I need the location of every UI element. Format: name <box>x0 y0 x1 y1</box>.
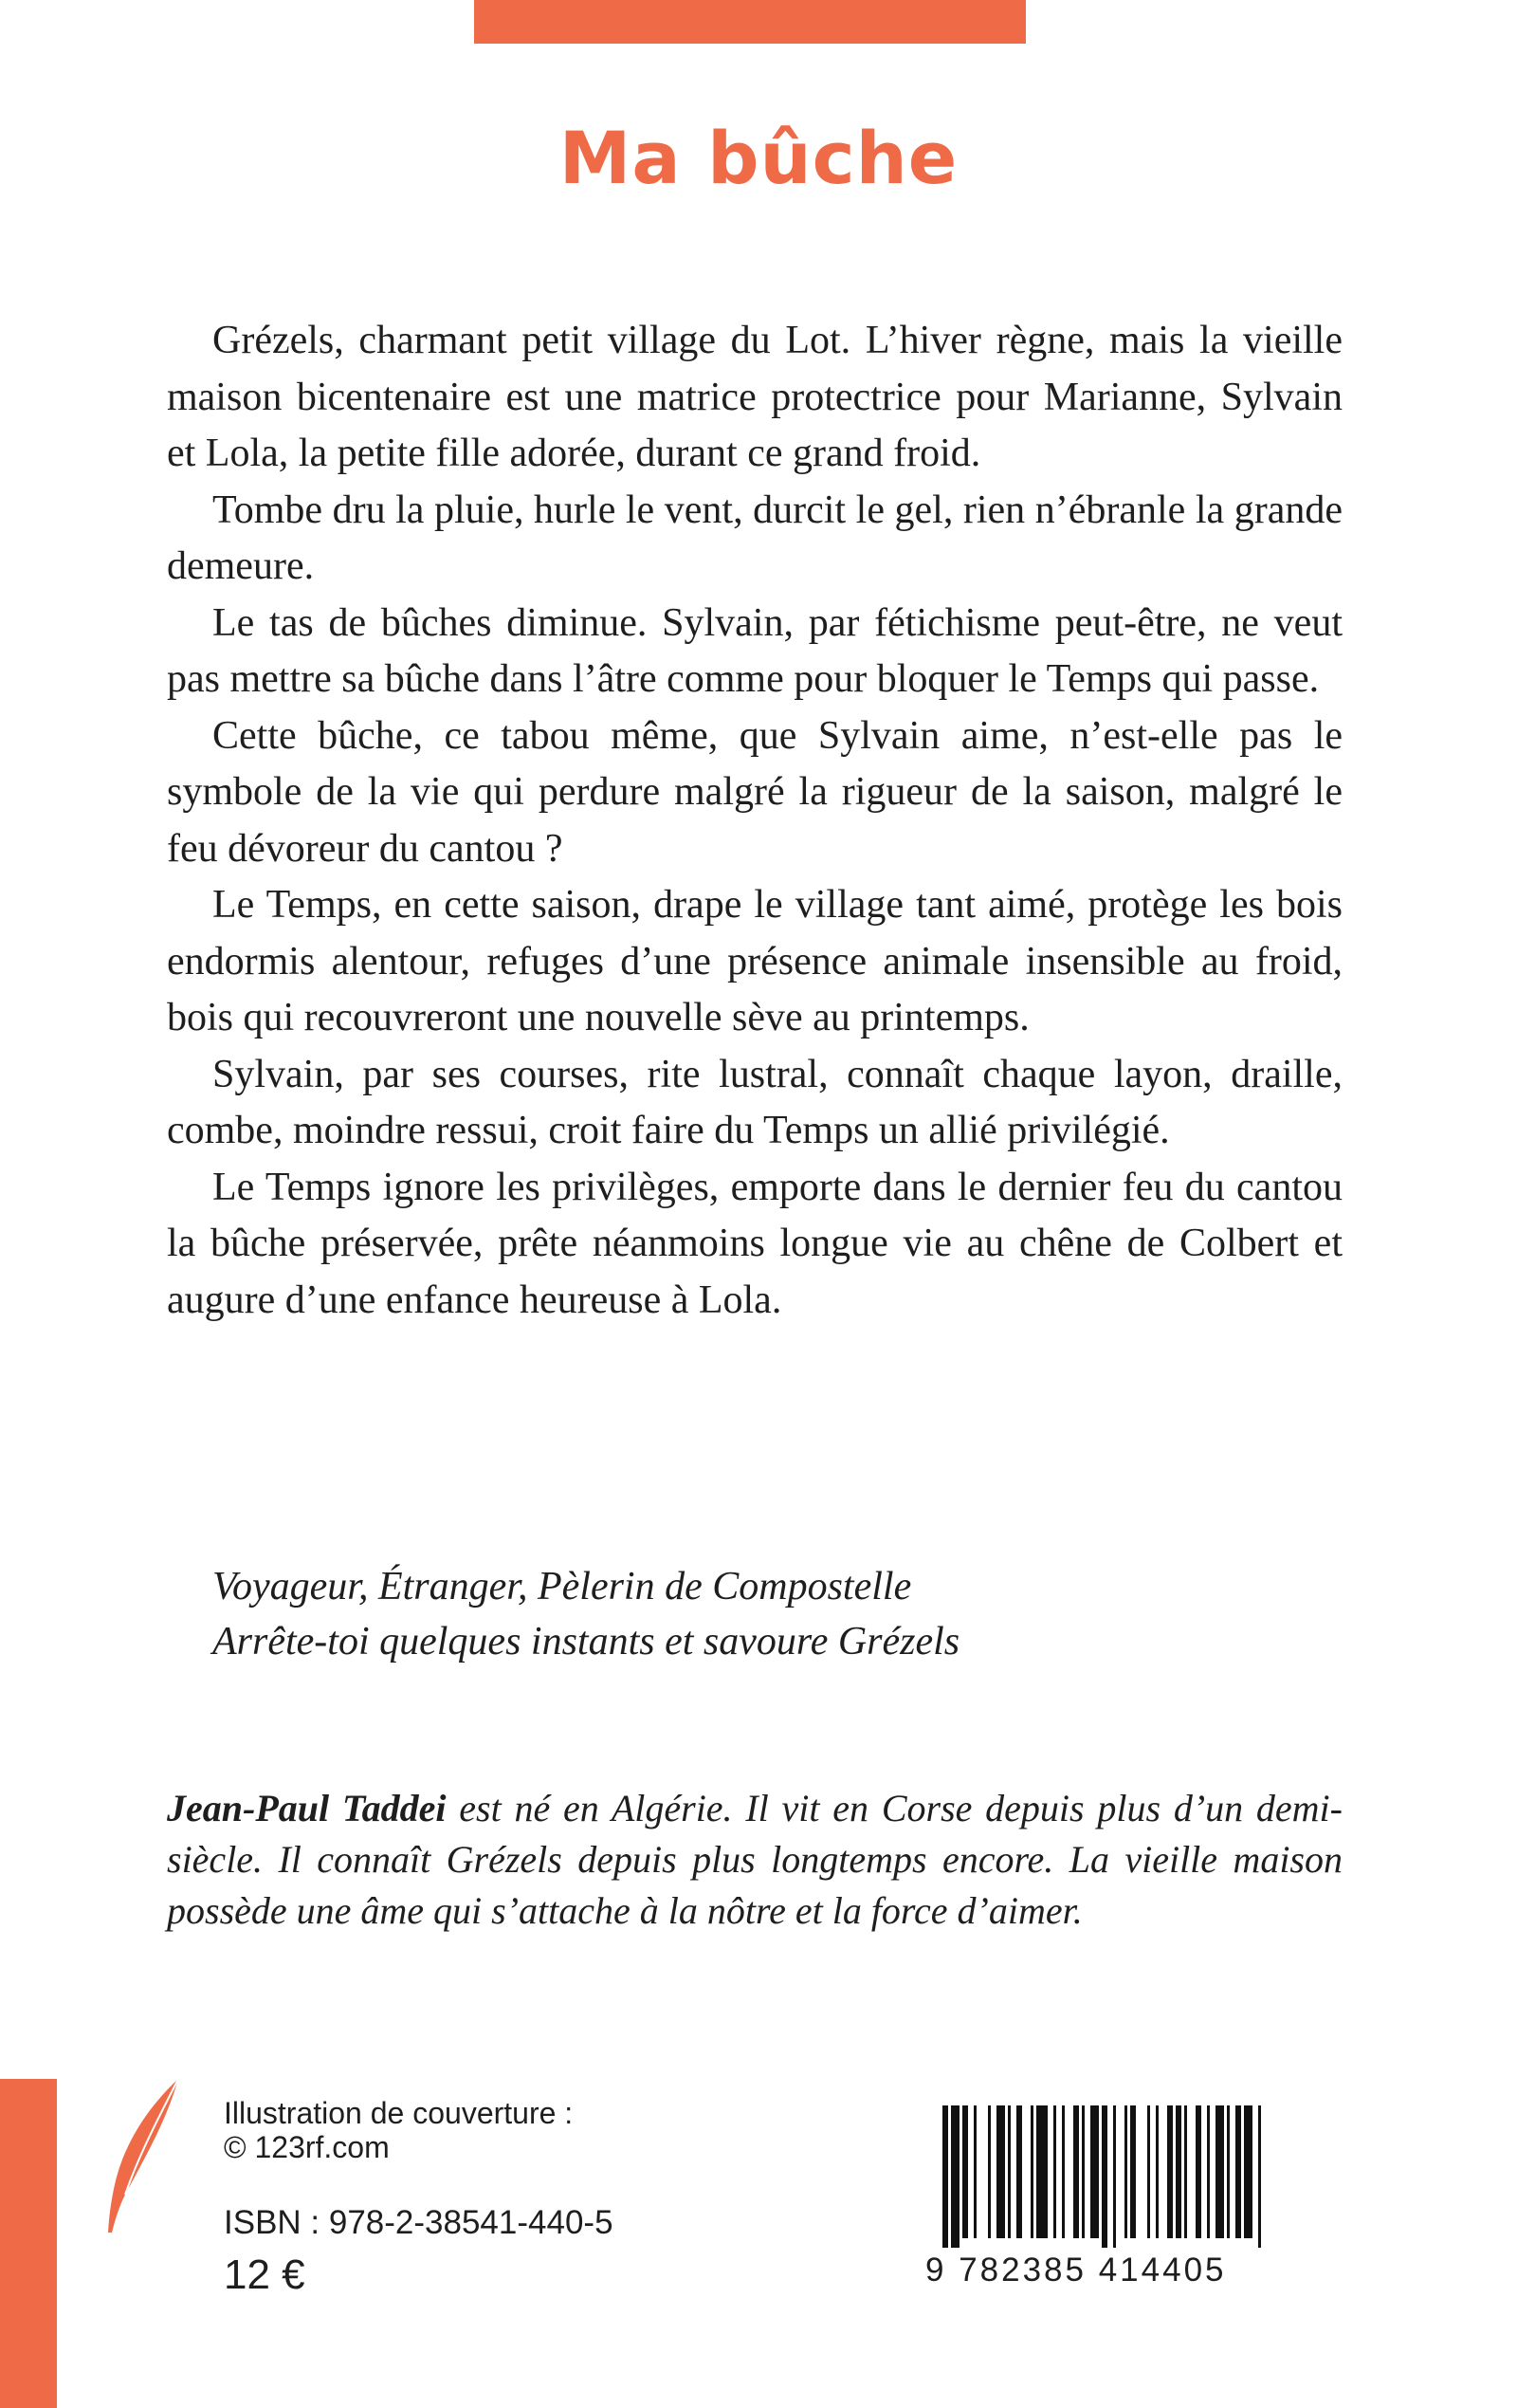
author-bio-text: est né en Algérie. Il vit en Corse depuis plus d’un demi-siècle. Il connaît Grézels depuis plus longtemps encore. La vieille maison possède une âme qui s’attache à la nôtre et la force d’aimer. <box>167 1787 1343 1932</box>
barcode-bar <box>1053 2105 1056 2238</box>
barcode-bar <box>1008 2105 1011 2238</box>
barcode-bar <box>1176 2105 1181 2238</box>
feather-quill-icon <box>95 2075 190 2236</box>
barcode-bar <box>1090 2105 1099 2238</box>
blurb-paragraph: Cette bûche, ce tabou même, que Sylvain aime, n’est-elle pas le symbole de la vie qui perdure malgré la rigueur de la saison, malgré le feu dévoreur du cantou ? <box>167 713 1343 871</box>
back-cover-blurb <box>167 313 1343 1329</box>
barcode-bar <box>1113 2105 1116 2248</box>
cover-credits <box>224 2096 573 2164</box>
barcode-bar <box>1082 2105 1085 2238</box>
barcode-bar <box>1184 2105 1187 2238</box>
barcode-bar <box>1124 2105 1127 2238</box>
barcode-digits: 9 782385 414405 <box>925 2252 1227 2289</box>
barcode-bar <box>1062 2105 1065 2238</box>
verse-line: Arrête-toi quelques instants et savoure Grézels <box>212 1620 960 1664</box>
barcode-bar <box>962 2105 968 2238</box>
blurb-paragraph: Sylvain, par ses courses, rite lustral, connaît chaque layon, draille, combe, moindre ressui, croit faire du Temps un allié privilégié. <box>167 1052 1343 1152</box>
blurb-paragraph: Grézels, charmant petit village du Lot. L’hiver règne, mais la vieille maison bicentenaire est une matrice protectrice pour Marianne, Sylvain et Lola, la petite fille adorée, durant ce grand froid. <box>167 319 1343 475</box>
blurb-paragraph: Tombe dru la pluie, hurle le vent, durcit le gel, rien n’ébranle la grande demeure. <box>167 487 1343 588</box>
verse-line: Voyageur, Étranger, Pèlerin de Compostelle <box>212 1565 912 1608</box>
barcode-bar <box>951 2105 960 2248</box>
author-name: Jean-Paul Taddei <box>167 1787 447 1829</box>
barcode-bar <box>1235 2105 1241 2238</box>
blurb-paragraph: Le Temps, en cette saison, drape le village tant aimé, protège les bois endormis alentour, refuges d’une présence animale insensible au froid, bois qui recouvreront une nouvelle sève au printemps. <box>167 883 1343 1039</box>
side-accent-bar <box>0 2079 57 2408</box>
barcode-bar <box>1073 2105 1079 2238</box>
barcode-bar <box>1147 2105 1150 2238</box>
barcode-bar <box>996 2105 1005 2238</box>
barcode-bar <box>1156 2105 1159 2238</box>
barcode-bar <box>1167 2105 1173 2238</box>
barcode-bar <box>1207 2105 1210 2238</box>
price: 12 € <box>224 2252 305 2298</box>
barcode-bar <box>1031 2105 1033 2238</box>
barcode-bar <box>988 2105 991 2238</box>
barcode-bar <box>1227 2105 1230 2238</box>
blurb-paragraph: Le tas de bûches diminue. Sylvain, par fétichisme peut-être, ne veut pas mettre sa bûche dans l’âtre comme pour bloquer le Temps qui passe. <box>167 600 1343 701</box>
blurb-paragraph: Le Temps ignore les privilèges, emporte dans le dernier feu du cantou la bûche préservée, prête néanmoins longue vie au chêne de Colbert et augure d’une enfance heureuse à Lola. <box>167 1165 1343 1322</box>
barcode-bar <box>1244 2105 1252 2238</box>
book-title: Ma bûche <box>558 116 959 200</box>
barcode-bar <box>1130 2105 1136 2238</box>
top-accent-bar <box>474 0 1026 44</box>
barcode-bar <box>1016 2105 1022 2238</box>
barcode-bar <box>1258 2105 1261 2248</box>
barcode-bar <box>1215 2105 1224 2238</box>
credits-line: © 123rf.com <box>224 2130 390 2164</box>
barcode-bar <box>974 2105 977 2238</box>
credits-line: Illustration de couverture : <box>224 2096 574 2130</box>
author-bio <box>167 1783 1343 1937</box>
isbn: ISBN : 978-2-38541-440-5 <box>224 2204 613 2241</box>
verse-quote <box>212 1559 1350 1669</box>
barcode-bar <box>1196 2105 1201 2238</box>
barcode-bar <box>1102 2105 1107 2248</box>
barcode-bar <box>1036 2105 1048 2238</box>
barcode-bar <box>942 2105 948 2248</box>
